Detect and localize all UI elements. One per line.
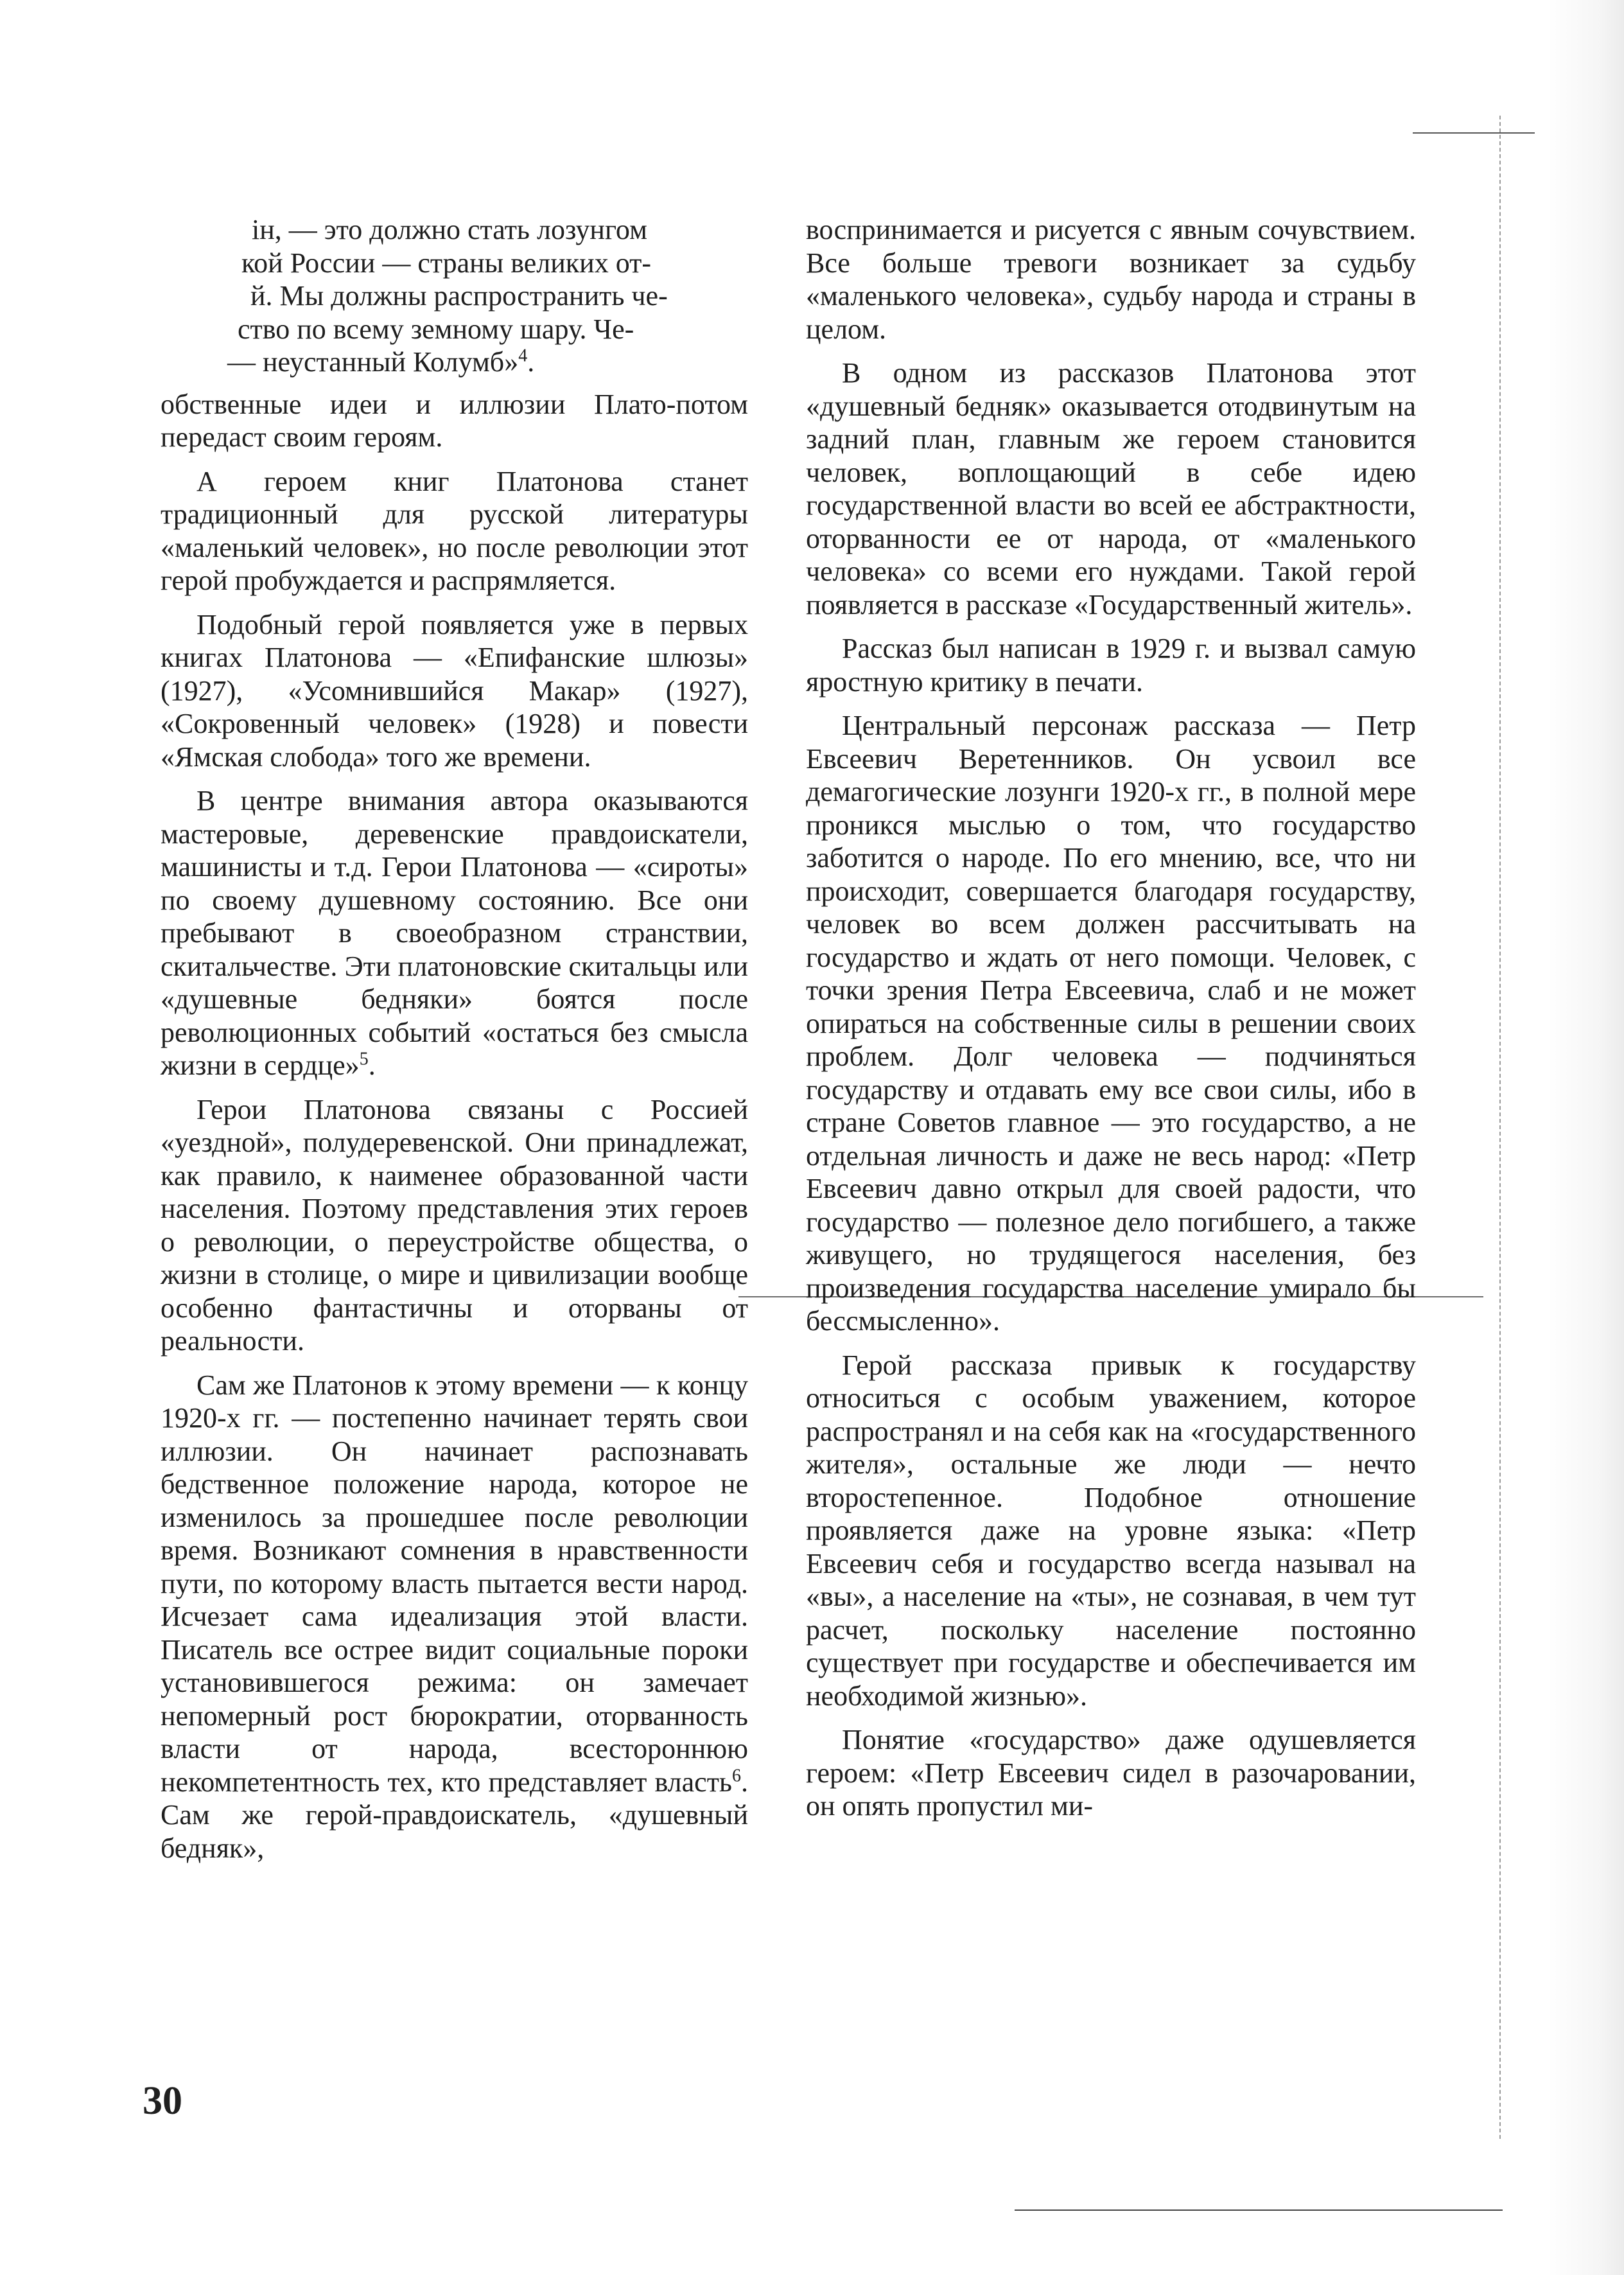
scan-shadow-edge (1547, 0, 1624, 2275)
fragment-text: — неустанный Колумб» (227, 346, 519, 378)
fragment-line: ство по всему земному шару. Че- (238, 313, 634, 345)
scan-mark-vertical (1499, 116, 1501, 2139)
footnote-marker: 4 (518, 346, 528, 366)
paragraph: Подобный герой появляется уже в первых книгах Платонова — «Епифанские шлюзы» (1927), «Усомнившийся Макар» (1927), «Сокровенный человек» (1928) и повести «Ямская слобода» того же времени. (161, 608, 748, 773)
right-text-column (806, 213, 1416, 1834)
paragraph: А героем книг Платонова станет традиционный для русской литературы «маленький человек», но после революции этот герой пробуждается и распрямляется. (161, 465, 748, 596)
paragraph: В центре внимания автора оказываются мастеровые, деревенские правдоискатели, машинисты и т.д. Герои Платонова — «сироты» по своему душевному состоянию. Все они пребывают в своеобразном странствии, скитальчестве. Эти платоновские скитальцы или «душевные бедняки» боятся после революционных событий «остаться без смысла жизни в сердце»$^5$. (161, 785, 748, 1081)
paragraph: В одном из рассказов Платонова этот «душевный бедняк» оказывается отодвинутым на задний план, главным же героем становится человек, воплощающий в себе идею государственной власти во всей ее абстрактности, оторванности ее от народа, от «маленького человека» со всеми его нуждами. Такой герой появляется в рассказе «Государственный житель». (806, 357, 1416, 620)
fragment-line: — неустанный Колумб»$^4$. (227, 346, 535, 378)
fragment-line: ін, — это должно стать лозунгом (252, 214, 647, 245)
paragraph: Герои Платонова связаны с Россией «уездной», полудеревенской. Они принадлежат, как правило, к наименее образованной части населения. Поэтому представления этих героев о революции, о переустройстве общества, о жизни в столице, о мире и цивилизации вообще особенно фантастичны и оторваны от реальности. (161, 1093, 748, 1357)
paragraph: Рассказ был написан в 1929 г. и вызвал самую яростную критику в печати. (806, 633, 1416, 698)
left-text-column (161, 213, 748, 1875)
paragraph: обственные идеи и иллюзии Плато-потом передаст своим героям. (161, 388, 748, 453)
paragraph: Сам же Платонов к этому времени — к концу 1920-х гг. — постепенно начинает терять свои иллюзии. Он начинает распознавать бедственное положение народа, которое не изменилось за прошедшее после революции время. Возникают сомнения в нравственности пути, по которому власть пытается вести народ. Исчезает сама идеализация этой власти. Писатель все острее видит социальные пороки установившегося режима: он замечает непомерный рост бюрократии, оторванность власти от народа, всестороннюю некомпетентность тех, кто представляет власть$^6$. Сам же герой-правдоискатель, «душевный бедняк», (161, 1369, 748, 1864)
paragraph-text: Сам же Платонов к этому времени — к концу 1920-х гг. — постепенно начинает терять свои иллюзии. Он начинает распознавать бедственное положение народа, которое не изменилось за прошедшее после революции время. Возникают сомнения в нравственности пути, по которому власть пытается вести народ. Исчезает сама идеализация этой власти. Писатель все острее видит социальные пороки установившегося режима: он замечает непомерный рост бюрократии, оторванность власти от народа, всестороннюю некомпетентность тех, кто представляет власть (161, 1369, 748, 1798)
fragment-line: кой России — страны великих от- (241, 247, 652, 279)
fragment-line: й. Мы должны распространить че- (250, 280, 668, 312)
paragraph-text: В центре внимания автора оказываются мастеровые, деревенские правдоискатели, машинисты и т.д. Герои Платонова — «сироты» по своему душевному состоянию. Все они пребывают в своеобразном странствии, скитальчестве. Эти платоновские скитальцы или «душевные бедняки» боятся после революционных событий «остаться без смысла жизни в сердце» (161, 785, 748, 1081)
paragraph: воспринимается и рисуется с явным сочувствием. Все больше тревоги возникает за судьбу «маленького человека», судьбу народа и страны в целом. (806, 214, 1416, 345)
footnote-marker: 5 (359, 1049, 369, 1069)
paragraph: Центральный персонаж рассказа — Петр Евсеевич Веретенников. Он усвоил все демагогические лозунги 1920-х гг., в полной мере проникся мыслью о том, что государство заботится о народе. По его мнению, все, что ни происходит, совершается благодаря государству, человек во всем должен рассчитывать на государство и ждать от него помощи. Человек, с точки зрения Петра Евсеевича, слаб и не может опираться на собственные силы в решении своих проблем. Долг человека — подчиняться государству и отдавать ему все свои силы, ибо в стране Советов главное — это государство, а не отдельная личность и даже не весь народ: «Петр Евсеевич давно открыл для своей радости, что государство — полезное дело погибшего, а также живущего, но трудящегося населения, без произведения государства население умирало бы бессмысленно». (806, 710, 1416, 1337)
paragraph: Герой рассказа привык к государству относиться с особым уважением, которое распространял и на себя как на «государственного жителя», остальные же люди — нечто второстепенное. Подобное отношение проявляется даже на уровне языка: «Петр Евсеевич себя и государство всегда называл на «вы», а население на «ты», не сознавая, в чем тут расчет, поскольку население постоянно существует при государстве и обеспечивается им необходимой жизнью». (806, 1349, 1416, 1712)
scan-mark-top (1413, 132, 1535, 134)
footnote-marker: 6 (732, 1765, 741, 1786)
page-number: 30 (143, 2079, 182, 2123)
paragraph-text: Сам же герой-правдоискатель, «душевный бедняк», (161, 1799, 748, 1864)
scan-mark-bottom (1015, 2209, 1503, 2211)
paragraph: Понятие «государство» даже одушевляется героем: «Петр Евсеевич сидел в разочаровании, он опять пропустил ми- (806, 1724, 1416, 1822)
